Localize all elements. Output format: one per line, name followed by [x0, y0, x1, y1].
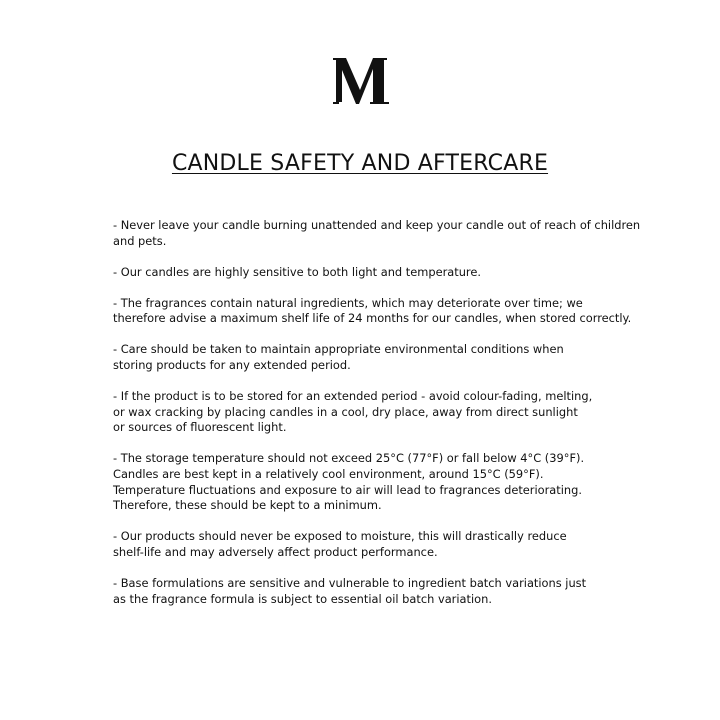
paragraph-7 [113, 529, 623, 560]
text-line: - Our products should never be exposed to moisture, this will drastically reduce [113, 529, 567, 544]
text-line: Candles are best kept in a relatively cool environment, around 15°C (59°F). [113, 467, 544, 482]
safety-instructions [113, 218, 641, 623]
text-line: and pets. [113, 233, 167, 248]
text-line: - The storage temperature should not exceed 25°C (77°F) or fall below 4°C (39°F). [113, 451, 585, 466]
text-line: therefore advise a maximum shelf life of 24 months for our candles, when stored correctly. [113, 311, 632, 326]
text-line: as the fragrance formula is subject to essential oil batch variation. [113, 591, 492, 606]
text-line: or sources of fluorescent light. [113, 420, 287, 435]
text-line: - If the product is to be stored for an extended period - avoid colour-fading, melting, [113, 389, 593, 404]
paragraph-1 [113, 218, 641, 249]
monogram-m-logo-icon [329, 58, 391, 104]
text-line: Temperature fluctuations and exposure to air will lead to fragrances deteriorating. [113, 482, 582, 497]
paragraph-4 [113, 342, 623, 373]
text-line: - The fragrances contain natural ingredients, which may deteriorate over time; we [113, 295, 583, 310]
paragraph-3 [113, 295, 632, 327]
text-line: Therefore, these should be kept to a minimum. [113, 498, 382, 513]
page-title: CANDLE SAFETY AND AFTERCARE [171, 151, 549, 176]
text-line: - Our candles are highly sensitive to both light and temperature. [113, 264, 481, 279]
text-line: or wax cracking by placing candles in a cool, dry place, away from direct sunlight [113, 404, 578, 419]
text-line: storing products for any extended period. [113, 358, 351, 373]
paragraph-5 [113, 389, 623, 436]
paragraph-8 [113, 576, 623, 607]
paragraph-6 [113, 451, 623, 513]
brand-logo [0, 58, 720, 104]
text-line: - Care should be taken to maintain appropriate environmental conditions when [113, 342, 564, 357]
text-line: shelf-life and may adversely affect product performance. [113, 544, 438, 559]
text-line: - Never leave your candle burning unattended and keep your candle out of reach of children [113, 218, 641, 232]
paragraph-2 [113, 265, 623, 281]
text-line: - Base formulations are sensitive and vulnerable to ingredient batch variations just [113, 576, 587, 590]
